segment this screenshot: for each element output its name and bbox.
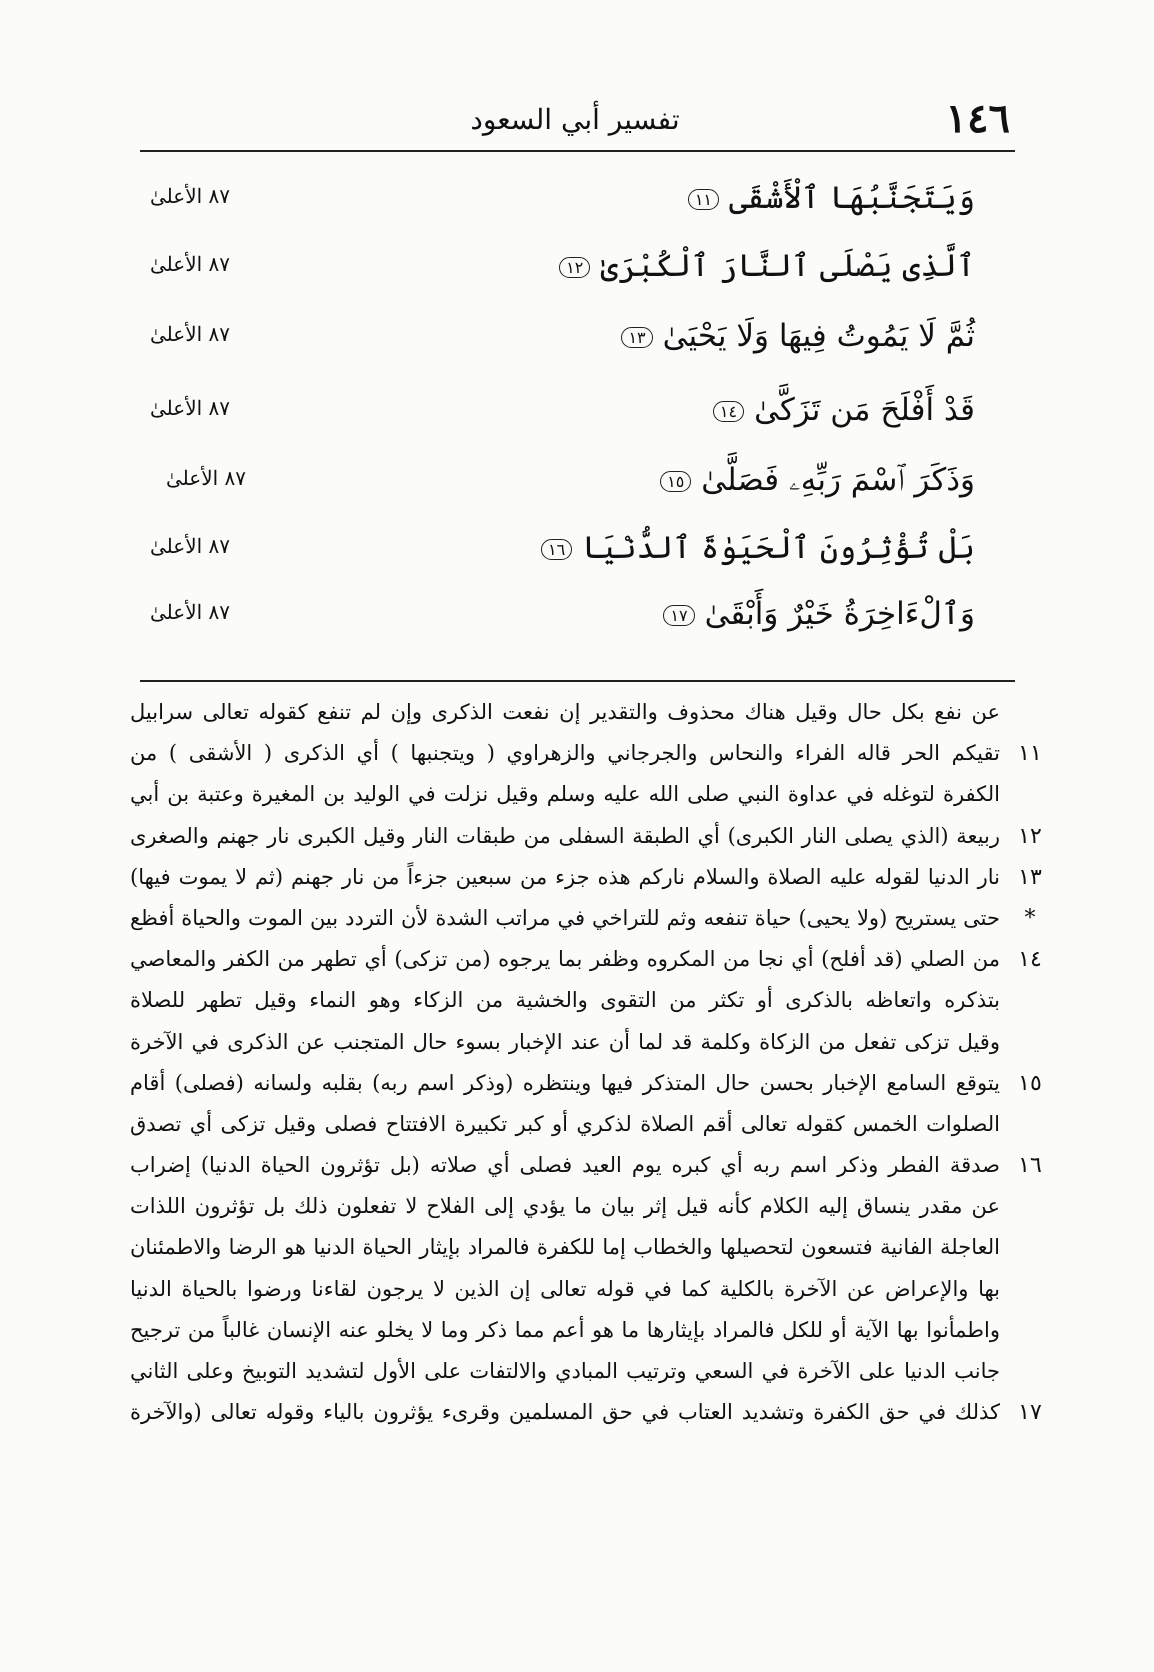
commentary-text: وقيل تزكى تفعل من الزكاة وكلمة قد لما أن عند الإخبار بسوء حال المتجنب عن الذكرى في الآخرة	[130, 1029, 1000, 1054]
verse-arabic: ثُمَّ لَا يَمُوتُ فِيهَا وَلَا يَحْيَىٰ	[662, 318, 975, 354]
commentary-line	[130, 733, 1050, 774]
commentary-text: عن مقدر ينساق إليه الكلام كأنه قيل إثر بيان ما يؤدي إلى الفلاح لا تفعلون ذلك بل تؤثرون اللذات	[130, 1194, 1000, 1219]
verse-row	[140, 462, 975, 522]
commentary-text: يتوقع السامع الإخبار بحسن حال المتذكر فيها وينتظره (وذكر اسم ربه) بقلبه ولسانه (فصلى) أقام	[130, 1070, 1000, 1095]
commentary-line	[130, 1186, 1050, 1227]
commentary-text: الصلوات الخمس كقوله تعالى أقم الصلاة لذكري أو كبر تكبيرة الافتتاح فصلى وقيل تزكى أي تصدق	[130, 1111, 1000, 1136]
commentary-text: بها والإعراض عن الآخرة بالكلية كما في قوله تعالى إن الذين لا يرجون لقاءنا ورضوا بالحياة الدنيا	[130, 1276, 1000, 1301]
commentary-line	[130, 898, 1050, 939]
commentary-line	[130, 939, 1050, 980]
verse-text	[713, 392, 975, 428]
verse-arabic: بَلْ تُؤْثِرُونَ ٱلْحَيَوٰةَ ٱلدُّنْيَا	[582, 530, 975, 566]
verse-arabic: وَٱلْءَاخِرَةُ خَيْرٌ وَأَبْقَىٰ	[704, 596, 975, 632]
commentary-line	[130, 774, 1050, 815]
verse-reference: ٨٧ الأعلىٰ	[150, 322, 231, 346]
line-verse-number: ١٦	[1018, 1153, 1042, 1179]
verse-reference: ٨٧ الأعلىٰ	[150, 396, 231, 420]
verse-text	[688, 180, 975, 216]
verse-text	[663, 596, 975, 632]
commentary-text: نار الدنيا لقوله عليه الصلاة والسلام ناركم هذه جزء من سبعين جزءاً من نار جهنم (ثم لا يموت فيها)	[130, 864, 1000, 889]
verse-number-marker: ١٣	[621, 327, 652, 348]
verse-row	[140, 392, 975, 452]
commentary-line	[130, 1351, 1050, 1392]
verse-row	[140, 180, 975, 240]
commentary-line	[130, 1104, 1050, 1145]
commentary-line	[130, 1269, 1050, 1310]
commentary-line	[130, 980, 1050, 1021]
section-divider	[140, 680, 1015, 682]
verse-number-marker: ١٧	[663, 605, 694, 626]
commentary-line	[130, 816, 1050, 857]
verse-reference: ٨٧ الأعلىٰ	[150, 600, 231, 624]
verse-arabic: قَدْ أَفْلَحَ مَن تَزَكَّىٰ	[754, 392, 975, 428]
line-verse-number: ١١	[1018, 741, 1042, 767]
page-title: تفسير أبي السعود	[470, 103, 680, 136]
commentary-line	[130, 1063, 1050, 1104]
line-verse-number: ١٤	[1018, 947, 1042, 973]
page-header	[140, 95, 1010, 155]
page-number: ١٤٦	[945, 95, 1010, 142]
verse-number-marker: ١٤	[713, 401, 744, 422]
commentary-line	[130, 857, 1050, 898]
verse-arabic: وَذَكَرَ ٱسْمَ رَبِّهِۦ فَصَلَّىٰ	[701, 462, 975, 498]
commentary-block	[130, 692, 1050, 1433]
commentary-text: واطمأنوا بها الآية أو للكل فالمراد بإيثارها ما هو أعم مما ذكر وما لا يخلو عنه الإنسان غالباً من ترجيح	[130, 1317, 1000, 1342]
commentary-line	[130, 1392, 1050, 1433]
line-verse-number: ١٧	[1018, 1400, 1042, 1426]
commentary-line	[130, 1022, 1050, 1063]
commentary-text: حتى يستريح (ولا يحيى) حياة تنفعه وثم للتراخي في مراتب الشدة لأن التردد بين الموت والحياة أفظع	[130, 905, 1000, 930]
verse-number-marker: ١٢	[559, 257, 590, 278]
commentary-text: من الصلي (قد أفلح) أي نجا من المكروه وظفر بما يرجوه (من تزكى) أي تطهر من الكفر والمعاصي	[130, 947, 1000, 972]
verse-text	[621, 318, 975, 354]
verse-reference: ٨٧ الأعلىٰ	[150, 534, 231, 558]
verse-arabic: وَيَتَجَنَّبُهَا ٱلْأَشْقَى	[729, 180, 975, 216]
verse-row	[140, 530, 975, 590]
line-verse-number: ١٢	[1018, 823, 1042, 849]
header-divider	[140, 150, 1015, 152]
verse-text	[541, 530, 975, 566]
commentary-text: تقيكم الحر قاله الفراء والنحاس والجرجاني والزهراوي ( ويتجنبها ) أي الذكرى ( الأشقى ) من	[130, 741, 1000, 766]
verse-row	[140, 596, 975, 656]
commentary-text: عن نفع بكل حال وقيل هناك محذوف والتقدير إن نفعت الذكرى وإن لم تنفع كقوله تعالى سرابيل	[130, 700, 1000, 724]
commentary-text: بتذكره واتعاظه بالذكرى أو تكثر من التقوى والخشية من الزكاء وهو النماء وقيل تطهر للصلاة	[130, 988, 1000, 1013]
verse-row	[140, 318, 975, 378]
verse-arabic: ٱلَّذِى يَصْلَى ٱلنَّارَ ٱلْكُبْرَىٰ	[600, 248, 975, 284]
verse-reference: ٨٧ الأعلىٰ	[150, 252, 231, 276]
commentary-text: الكفرة لتوغله في عداوة النبي صلى الله عليه وسلم وقيل نزلت في الوليد بن المغيرة وعتبة بن أبي	[130, 782, 1000, 807]
commentary-text: ربيعة (الذي يصلى النار الكبرى) أي الطبقة السفلى من طبقات النار وقيل الكبرى نار جهنم والصغرى	[130, 823, 1000, 848]
commentary-text: صدقة الفطر وذكر اسم ربه أي كبره يوم العيد فصلى أي صلاته (بل تؤثرون الحياة الدنيا) إضراب	[130, 1153, 1000, 1178]
commentary-text: كذلك في حق الكفرة وتشديد العتاب في حق المسلمين وقرىء يؤثرون بالياء وقوله تعالى (والآخرة	[130, 1400, 1000, 1425]
verse-text	[559, 248, 975, 284]
line-verse-number: ١٣	[1018, 864, 1042, 890]
line-verse-number: ١٥	[1018, 1070, 1042, 1096]
verse-text	[660, 462, 975, 499]
commentary-line	[130, 1227, 1050, 1268]
commentary-text: العاجلة الفانية فتسعون لتحصيلها والخطاب إما للكفرة فالمراد بإيثار الحياة الدنيا هو الرضا والاطمئنان	[130, 1235, 1000, 1260]
verse-number-marker: ١١	[688, 189, 719, 210]
verse-number-marker: ١٦	[541, 539, 572, 560]
commentary-text: جانب الدنيا على الآخرة في السعي وترتيب المبادي والالتفات على الأول لتشديد التوبيخ وعلى الثاني	[130, 1359, 1000, 1383]
verse-row	[140, 248, 975, 308]
verse-reference: ٨٧ الأعلىٰ	[150, 184, 231, 208]
commentary-line	[130, 1145, 1050, 1186]
line-verse-number: *	[1024, 905, 1036, 931]
commentary-line	[130, 1310, 1050, 1351]
commentary-line	[130, 692, 1050, 733]
verse-reference: ٨٧ الأعلىٰ	[166, 466, 247, 490]
verse-number-marker: ١٥	[660, 471, 691, 492]
